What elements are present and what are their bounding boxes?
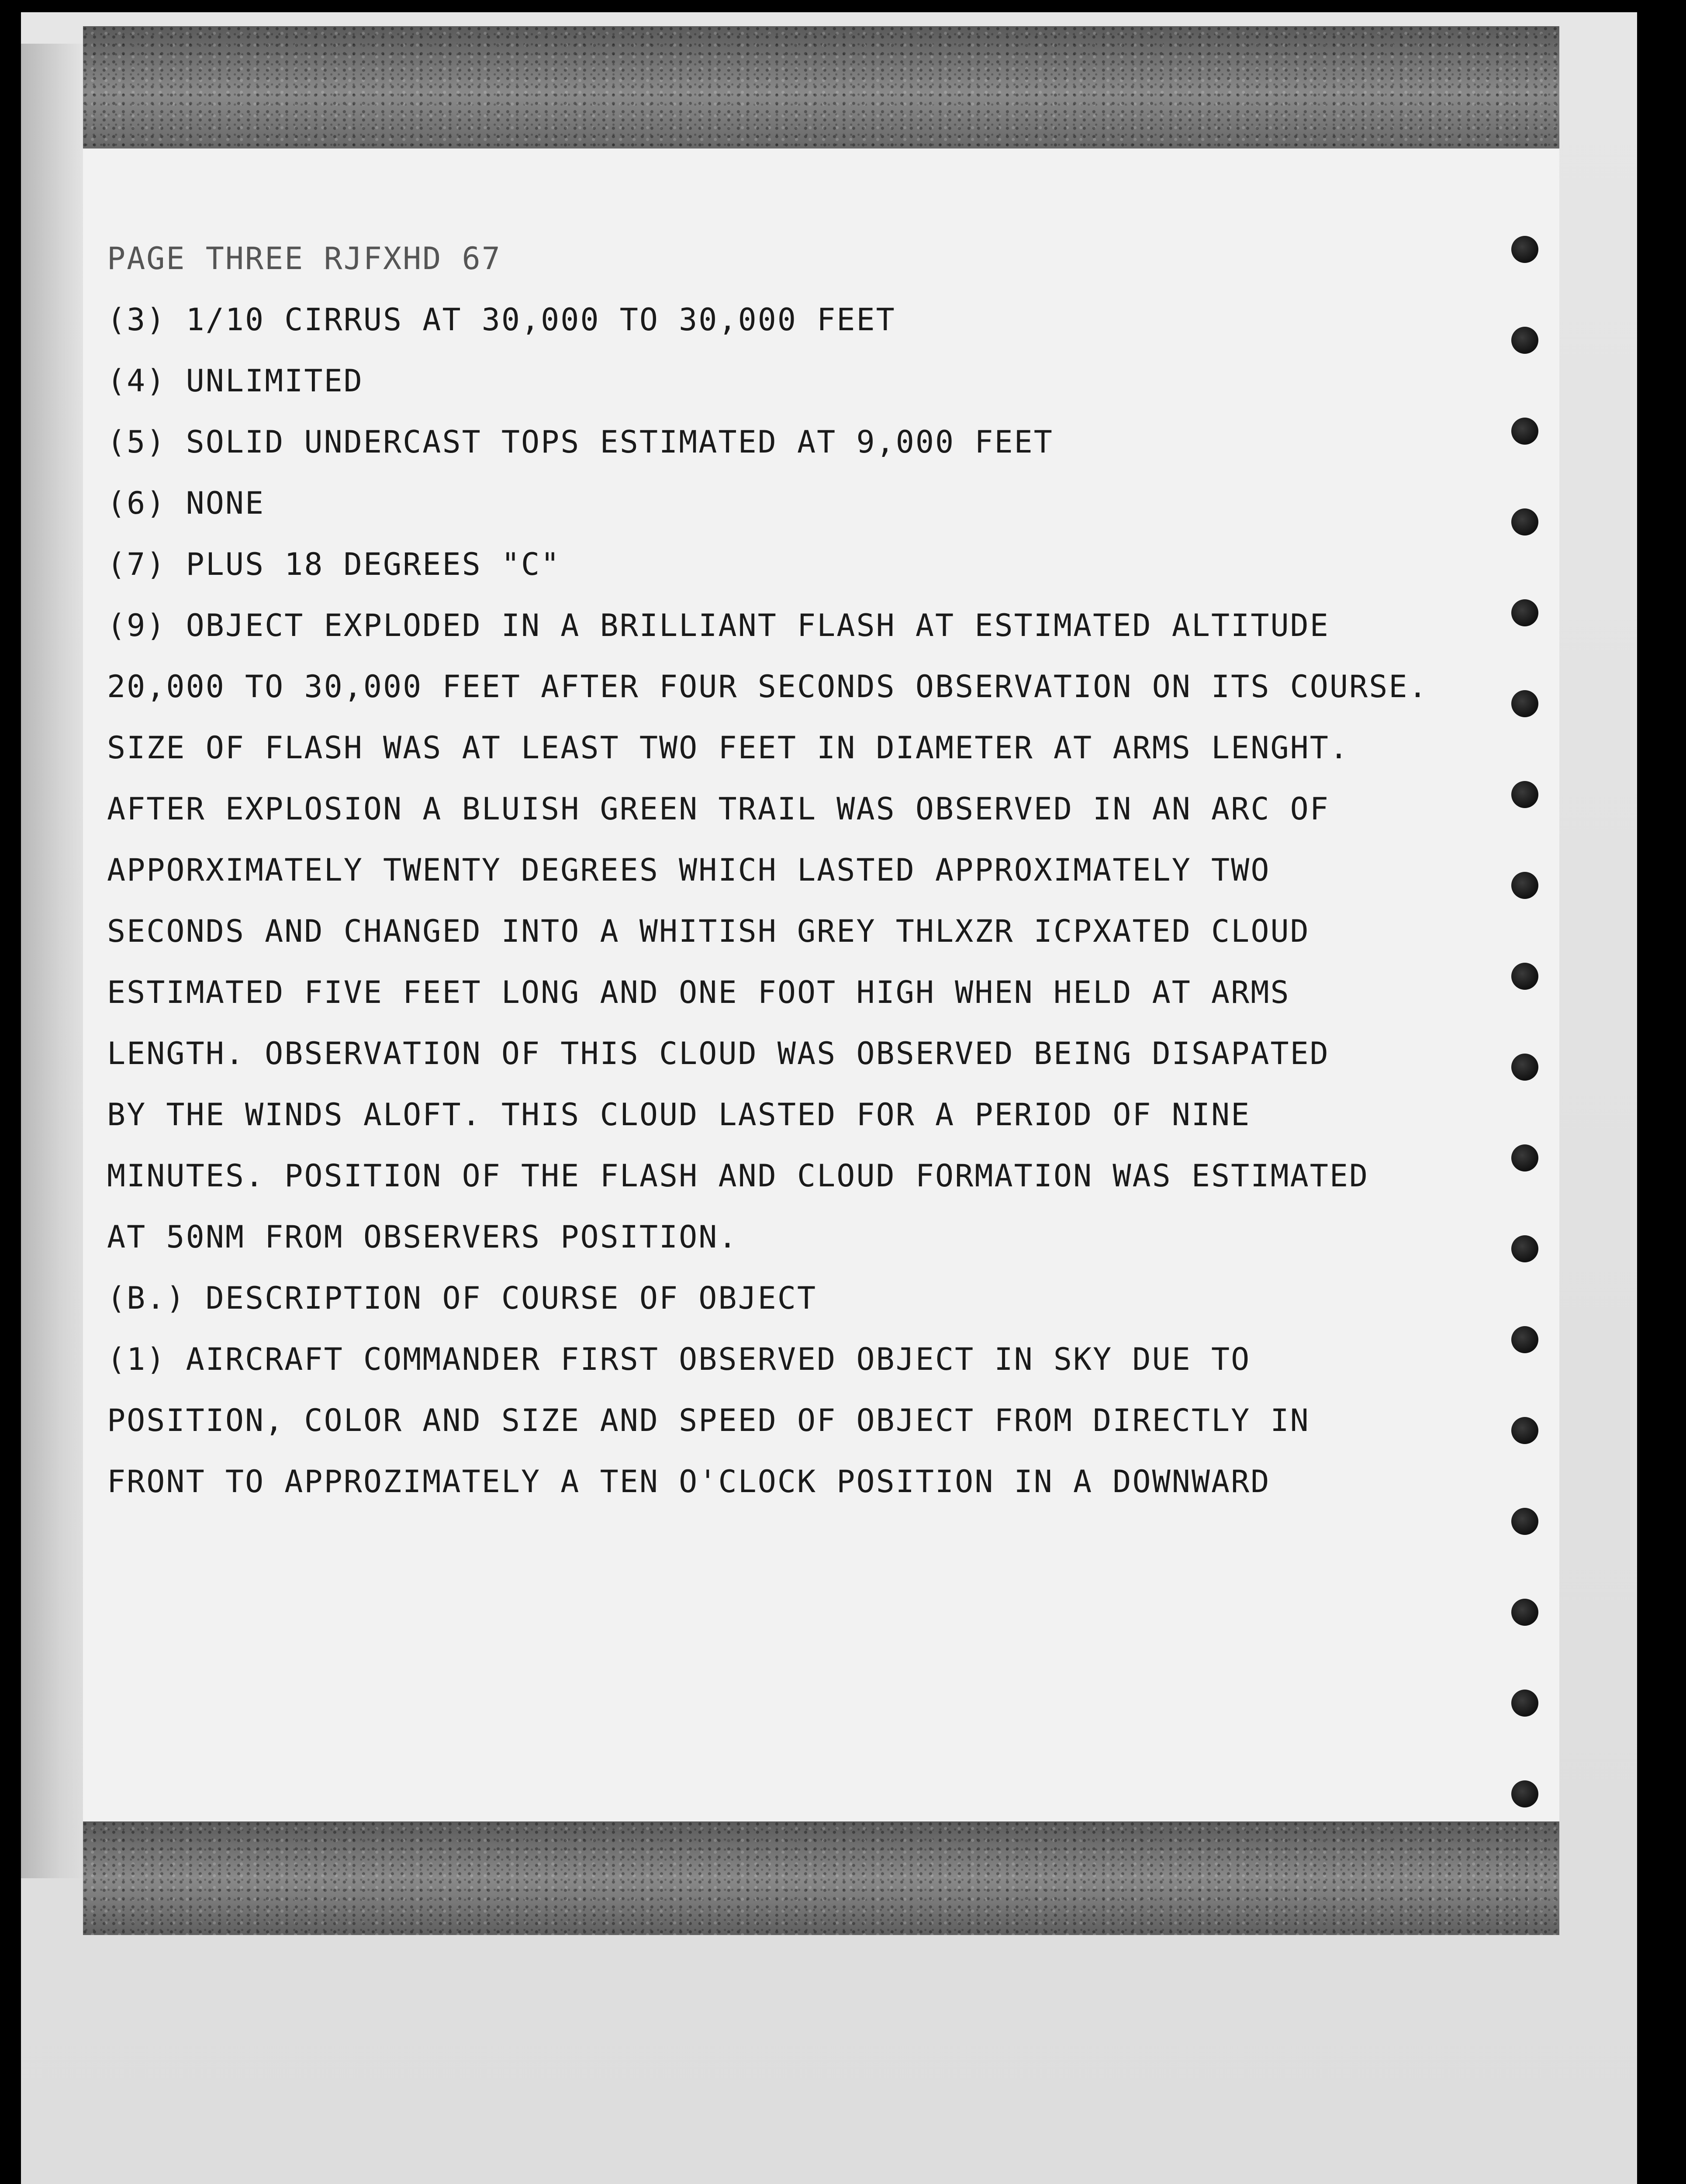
text-line: POSITION, COLOR AND SIZE AND SPEED OF OBJECT FROM DIRECTLY IN [107, 1403, 1310, 1438]
sprocket-hole [1511, 1508, 1538, 1535]
sprocket-hole [1511, 1054, 1538, 1081]
sprocket-hole [1511, 690, 1538, 717]
teletype-printout [83, 26, 1559, 1935]
text-line: (9) OBJECT EXPLODED IN A BRILLIANT FLASH AT ESTIMATED ALTITUDE [107, 608, 1330, 643]
text-line: 20,000 TO 30,000 FEET AFTER FOUR SECONDS OBSERVATION ON ITS COURSE. [107, 669, 1428, 705]
text-line: SIZE OF FLASH WAS AT LEAST TWO FEET IN DIAMETER AT ARMS LENGHT. [107, 730, 1350, 766]
sprocket-hole [1511, 599, 1538, 626]
sprocket-hole [1511, 236, 1538, 263]
text-line: APPORXIMATELY TWENTY DEGREES WHICH LASTED APPROXIMATELY TWO [107, 852, 1271, 888]
page-edge-shadow [21, 44, 86, 1878]
text-line: (4) UNLIMITED [107, 363, 363, 399]
sprocket-hole [1511, 1690, 1538, 1717]
sprocket-hole [1511, 418, 1538, 445]
text-line: AFTER EXPLOSION A BLUISH GREEN TRAIL WAS OBSERVED IN AN ARC OF [107, 791, 1330, 827]
text-line: AT 50NM FROM OBSERVERS POSITION. [107, 1219, 738, 1255]
text-line: BY THE WINDS ALOFT. THIS CLOUD LASTED FOR A PERIOD OF NINE [107, 1097, 1251, 1133]
text-line: (7) PLUS 18 DEGREES "C" [107, 546, 561, 582]
sprocket-hole [1511, 1417, 1538, 1444]
paper-body [83, 149, 1559, 1830]
text-line: (5) SOLID UNDERCAST TOPS ESTIMATED AT 9,000 FEET [107, 424, 1054, 460]
sprocket-hole [1511, 1599, 1538, 1626]
sprocket-hole [1511, 781, 1538, 808]
text-line: MINUTES. POSITION OF THE FLASH AND CLOUD FORMATION WAS ESTIMATED [107, 1158, 1369, 1194]
text-line: LENGTH. OBSERVATION OF THIS CLOUD WAS OBSERVED BEING DISAPATED [107, 1036, 1330, 1071]
sprocket-hole [1511, 872, 1538, 899]
text-line: (B.) DESCRIPTION OF COURSE OF OBJECT [107, 1280, 817, 1316]
sprocket-hole [1511, 1326, 1538, 1353]
sprocket-hole [1511, 1235, 1538, 1262]
text-line: (1) AIRCRAFT COMMANDER FIRST OBSERVED OBJECT IN SKY DUE TO [107, 1341, 1251, 1377]
text-line: (3) 1/10 CIRRUS AT 30,000 TO 30,000 FEET [107, 302, 896, 338]
text-line: FRONT TO APPROZIMATELY A TEN O'CLOCK POSITION IN A DOWNWARD [107, 1464, 1271, 1500]
text-line: SECONDS AND CHANGED INTO A WHITISH GREY THLXZR ICPXATED CLOUD [107, 913, 1310, 949]
sprocket-hole [1511, 327, 1538, 354]
bottom-scan-band [83, 1821, 1559, 1935]
top-scan-band [83, 26, 1559, 162]
sprocket-hole [1511, 508, 1538, 536]
text-line: (6) NONE [107, 485, 265, 521]
sprocket-hole [1511, 1144, 1538, 1171]
sprocket-hole [1511, 1780, 1538, 1807]
page-header: PAGE THREE RJFXHD 67 [107, 241, 501, 276]
sprocket-hole [1511, 963, 1538, 990]
tractor-feed-strip [1485, 149, 1559, 1830]
text-line: ESTIMATED FIVE FEET LONG AND ONE FOOT HIGH WHEN HELD AT ARMS [107, 975, 1290, 1010]
